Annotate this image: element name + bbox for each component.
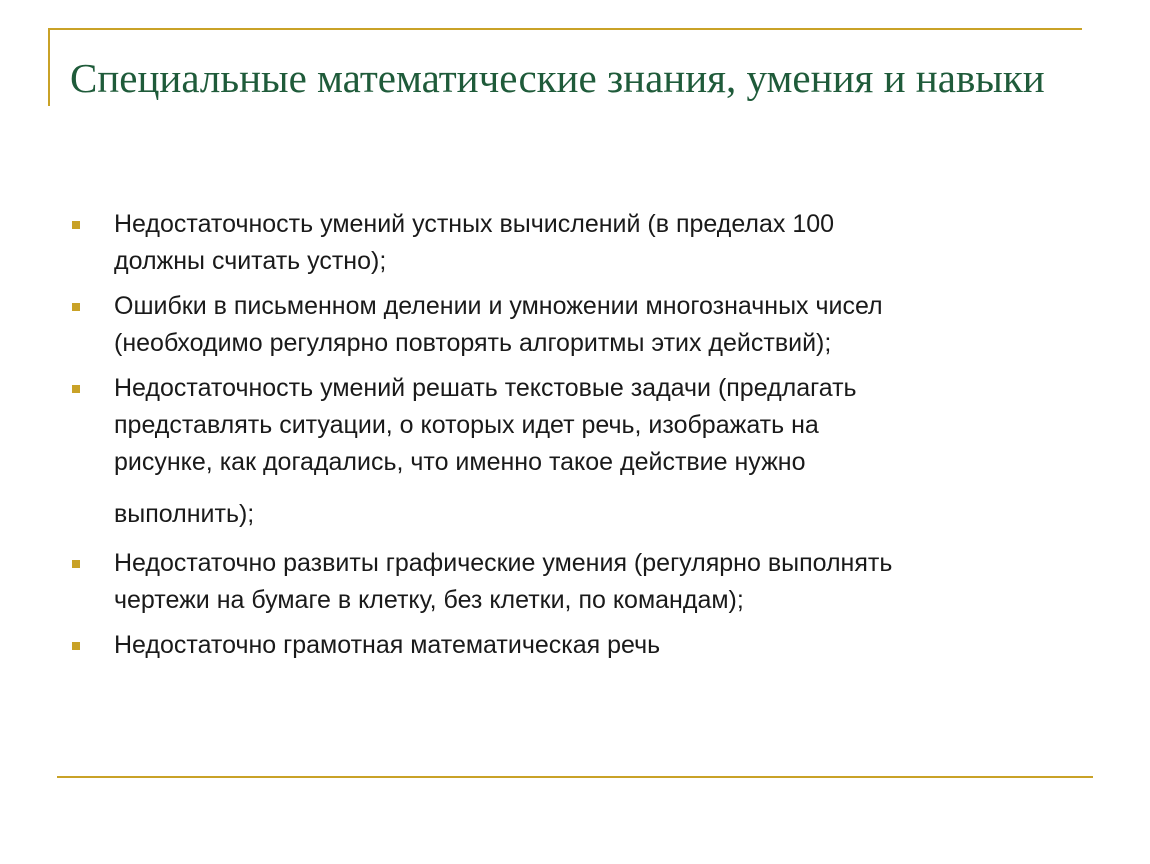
list-item-line: Недостаточно развиты графические умения (регулярно выполнять <box>114 549 893 577</box>
square-bullet-icon <box>72 642 80 650</box>
list-item-line: чертежи на бумаге в клетку, без клетки, по командам); <box>114 586 744 614</box>
list-item-line: выполнить); <box>114 500 255 528</box>
list-item <box>70 206 1080 280</box>
list-item-line: Ошибки в письменном делении и умножении многозначных чисел <box>114 292 883 320</box>
list-item-line: должны считать устно); <box>114 247 387 275</box>
slide-title: Специальные математические знания, умения и навыки <box>70 55 1045 101</box>
bullet-list <box>70 206 1080 672</box>
list-item <box>70 370 1080 533</box>
frame-bottom-rule <box>57 776 1093 778</box>
square-bullet-icon <box>72 560 80 568</box>
list-item-line: Недостаточность умений решать текстовые задачи (предлагать <box>114 374 857 402</box>
list-item <box>70 288 1080 362</box>
square-bullet-icon <box>72 303 80 311</box>
list-item-line: Недостаточно грамотная математическая речь <box>114 631 661 659</box>
list-item-line: Недостаточность умений устных вычислений (в пределах 100 <box>114 210 835 238</box>
list-item <box>70 627 1080 664</box>
list-item-line: рисунке, как догадались, что именно такое действие нужно <box>114 448 806 476</box>
list-item <box>70 545 1080 619</box>
frame-left-rule <box>48 28 50 106</box>
square-bullet-icon <box>72 385 80 393</box>
list-item-line: (необходимо регулярно повторять алгоритмы этих действий); <box>114 329 832 357</box>
square-bullet-icon <box>72 221 80 229</box>
list-item-line: представлять ситуации, о которых идет речь, изображать на <box>114 411 819 439</box>
frame-top-rule <box>48 28 1082 30</box>
